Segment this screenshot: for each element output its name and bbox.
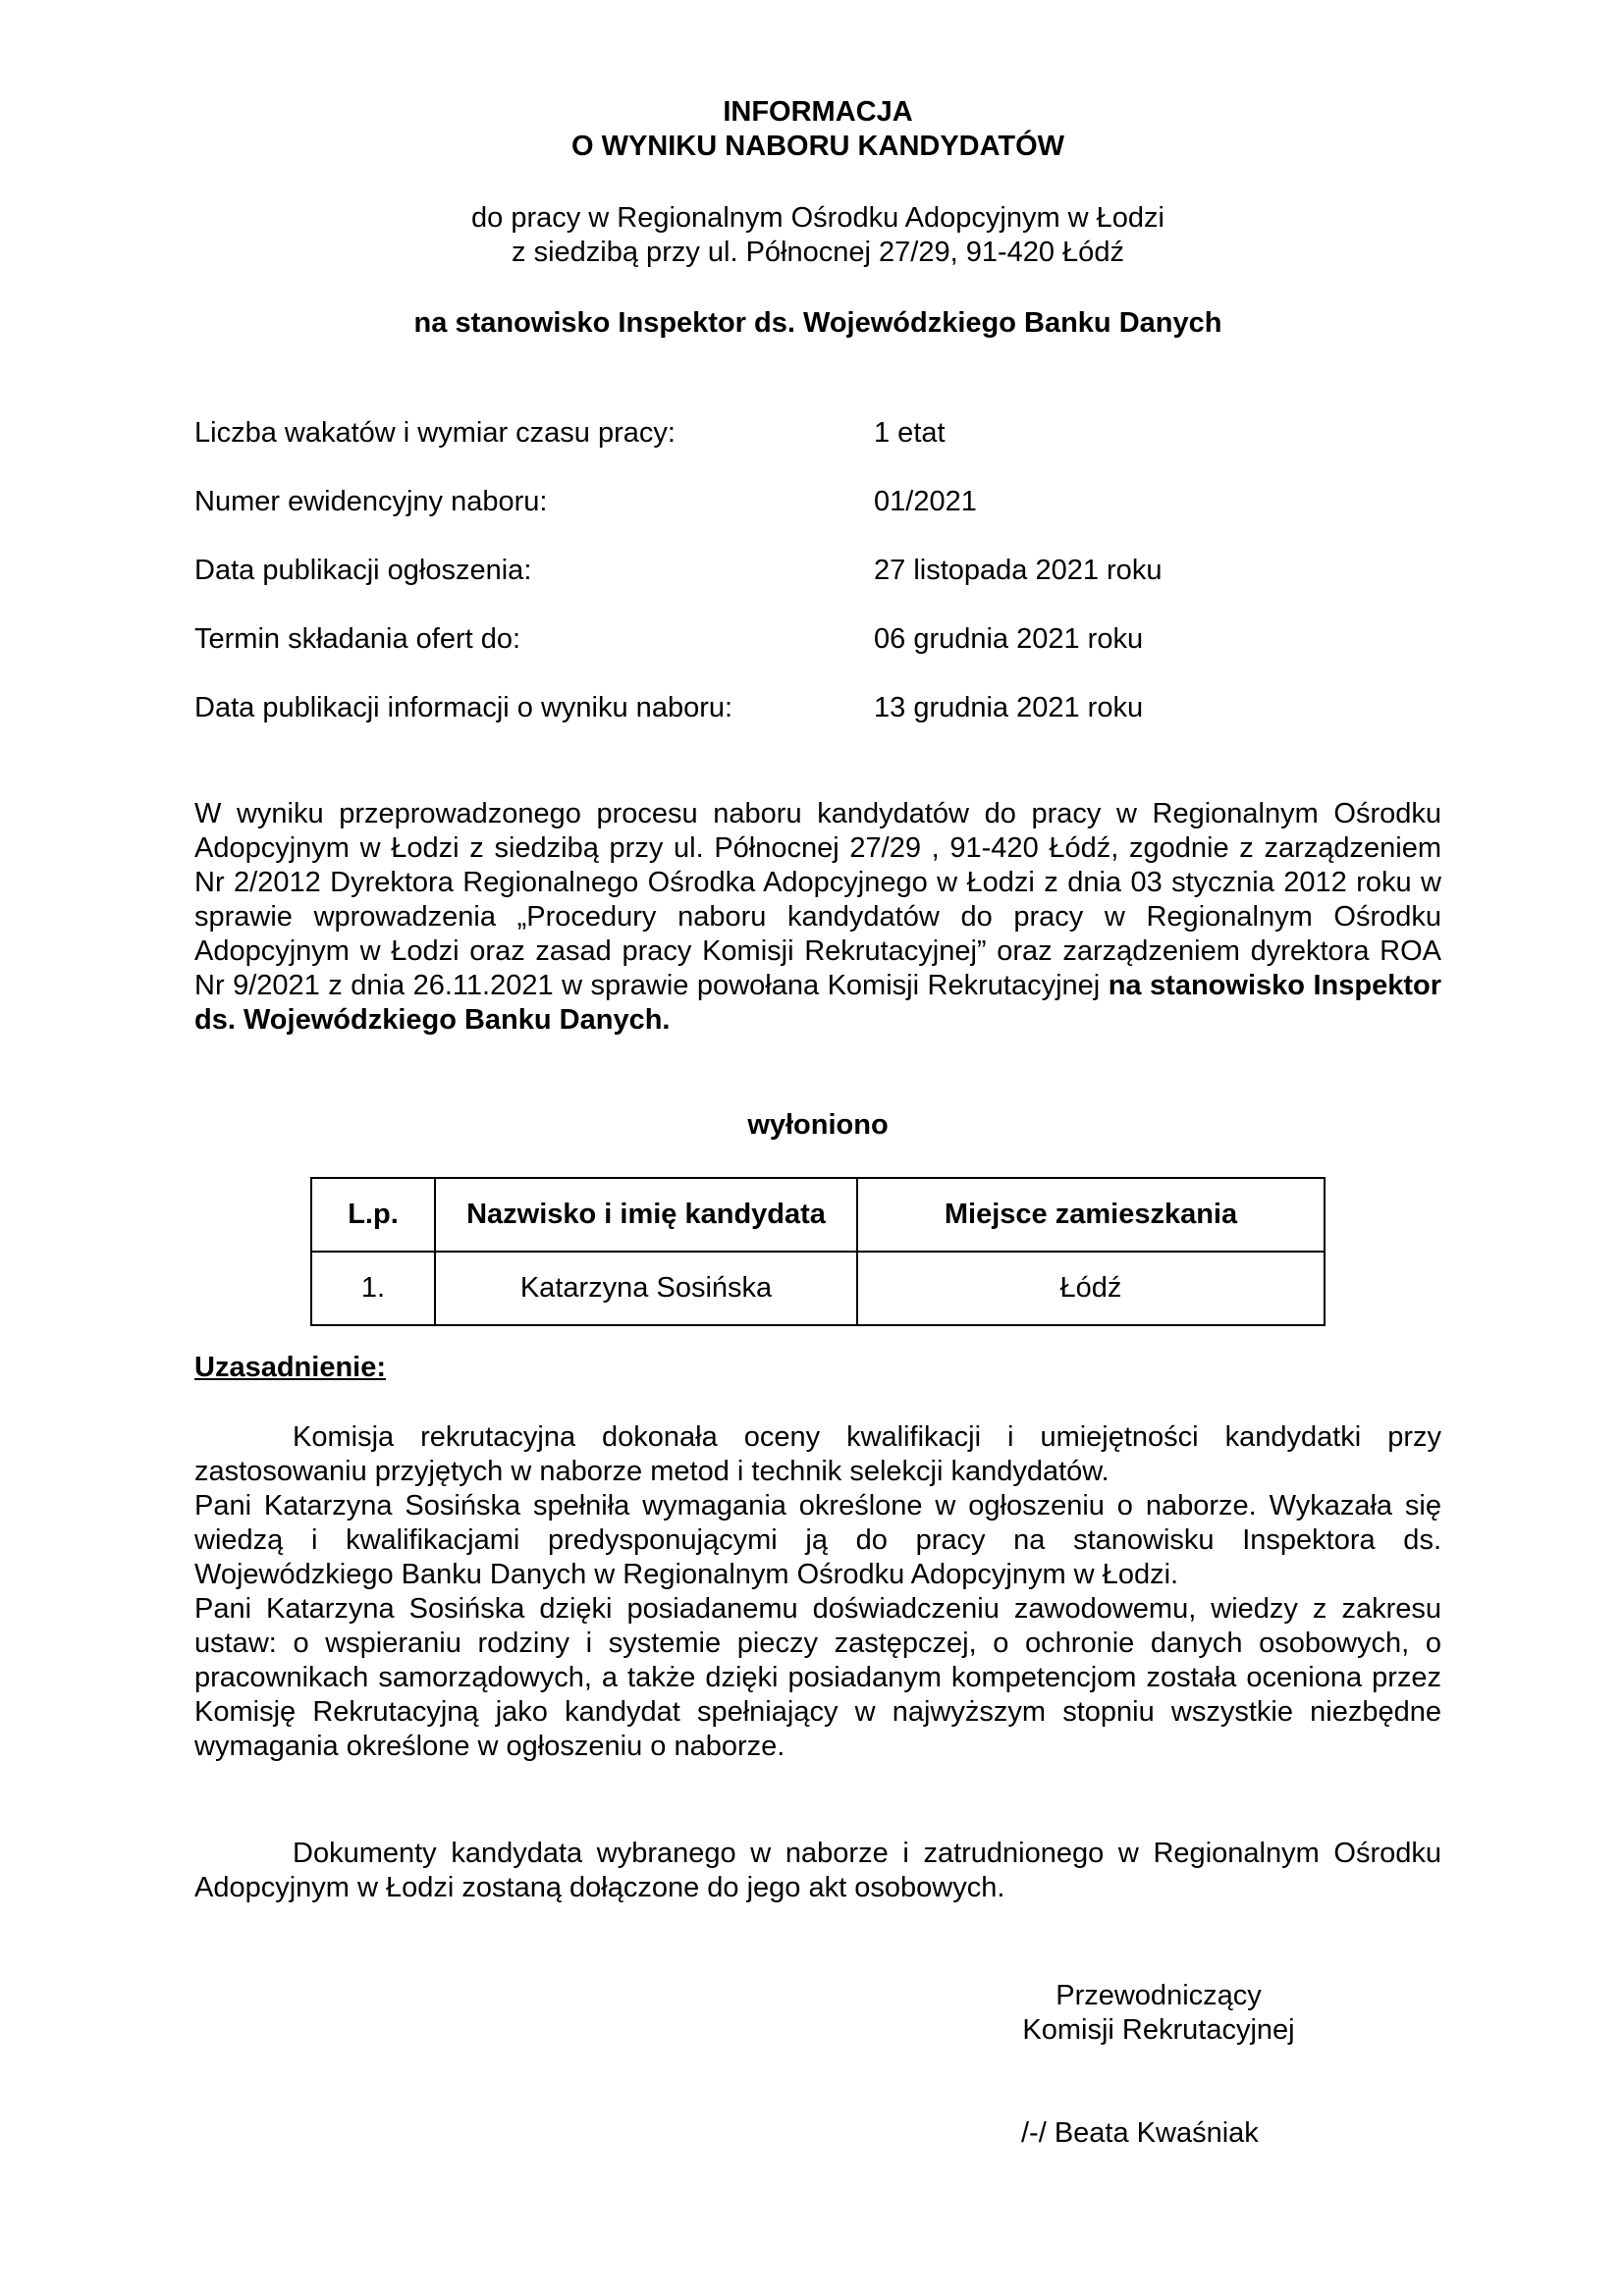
intro-text: W wyniku przeprowadzonego procesu naboru kandydatów do pracy w Regionalnym Ośrodku Adopcyjnym w Łodzi z siedzibą przy ul. Północnej 27/29 , 91-420 Łódź, zgodnie z zarządzeniem Nr 2/2012 Dyrektora Regionalnego Ośrodka Adopcyjnego w Łodzi z dnia 03 stycznia 2012 roku w sprawie wprowadzenia „Procedury naboru kandydatów do pracy w Regionalnym Ośrodku Adopcyjnym w Łodzi oraz zasad pracy Komisji Rekrutacyjnej” oraz zarządzeniem dyrektora ROA Nr 9/2021 z dnia 26.11.2021 w sprawie powołana Komisji Rekrutacyjnej bbox=[194, 798, 1441, 1001]
header-candidate-name: Nazwisko i imię kandydata bbox=[435, 1178, 857, 1252]
justification-paragraph-3: Pani Katarzyna Sosińska dzięki posiadanemu doświadczeniu zawodowemu, wiedzy z zakresu ustaw: o wspieraniu rodziny i systemie pieczy zastępczej, o ochronie danych osobowych, o pracownikach samorządowych, a także dzięki posiadanym kompetencjom została oceniona przez Komisję Rekrutacyjną jako kandydat spełniający w najwyższym stopniu wszystkie niezbędne wymagania określone w ogłoszeniu o naborze. bbox=[194, 1593, 1441, 1762]
info-row-publication-date bbox=[194, 554, 1274, 589]
document-title: INFORMACJA bbox=[723, 96, 913, 128]
candidate-table bbox=[310, 1177, 1326, 1326]
info-value: 27 listopada 2021 roku bbox=[874, 555, 1163, 586]
signature-committee: Komisji Rekrutacyjnej bbox=[1022, 2014, 1295, 2046]
intro-paragraph bbox=[194, 797, 1441, 1038]
justification-heading: Uzasadnienie: bbox=[194, 1352, 386, 1383]
signature-title: Przewodniczący bbox=[1056, 1980, 1262, 2011]
table-row bbox=[311, 1252, 1325, 1325]
table-header-row bbox=[311, 1178, 1325, 1252]
cell-lp: 1. bbox=[311, 1252, 435, 1325]
signer-name: /-/ Beata Kwaśniak bbox=[1021, 2117, 1259, 2149]
info-label: Data publikacji informacji o wyniku naboru: bbox=[194, 692, 733, 723]
documents-note: Dokumenty kandydata wybranego w naborze i zatrudnionego w Regionalnym Ośrodku Adopcyjnym w Łodzi zostaną dołączone do jego akt osobowych. bbox=[194, 1838, 1441, 1903]
info-value: 01/2021 bbox=[874, 486, 977, 517]
info-value: 06 grudnia 2021 roku bbox=[874, 623, 1144, 655]
info-row-record-number bbox=[194, 485, 1274, 520]
cell-residence: Łódź bbox=[857, 1252, 1325, 1325]
info-label: Numer ewidencyjny naboru: bbox=[194, 486, 548, 517]
info-row-vacancies bbox=[194, 416, 1274, 452]
header-residence: Miejsce zamieszkania bbox=[857, 1178, 1325, 1252]
intro-bold-position: na stanowisko Inspektor ds. Wojewódzkiego Banku Danych. bbox=[194, 970, 1442, 1036]
workplace-line: do pracy w Regionalnym Ośrodku Adopcyjnym w Łodzi bbox=[471, 202, 1164, 234]
info-label: Termin składania ofert do: bbox=[194, 623, 521, 655]
info-value: 13 grudnia 2021 roku bbox=[874, 692, 1144, 723]
document-subtitle: O WYNIKU NABORU KANDYDATÓW bbox=[570, 131, 1065, 162]
info-value: 1 etat bbox=[874, 417, 946, 449]
info-row-deadline bbox=[194, 622, 1274, 658]
justification-paragraph-2: Pani Katarzyna Sosińska spełniła wymagania określone w ogłoszeniu o naborze. Wykazała się wiedzą i kwalifikacjami predysponującymi ją do pracy na stanowisku Inspektora ds. Wojewódzkiego Banku Danych w Regionalnym Ośrodku Adopcyjnym w Łodzi. bbox=[194, 1490, 1441, 1590]
position-heading: na stanowisko Inspektor ds. Wojewódzkiego Banku Danych bbox=[413, 307, 1222, 339]
info-label: Data publikacji ogłoszenia: bbox=[194, 555, 532, 586]
selected-label: wyłoniono bbox=[747, 1109, 889, 1141]
justification-body bbox=[194, 1420, 1441, 1764]
cell-candidate-name: Katarzyna Sosińska bbox=[435, 1252, 857, 1325]
address-line: z siedzibą przy ul. Północnej 27/29, 91-420 Łódź bbox=[512, 237, 1124, 268]
info-label: Liczba wakatów i wymiar czasu pracy: bbox=[194, 417, 676, 449]
justification-paragraph-1: Komisja rekrutacyjna dokonała oceny kwalifikacji i umiejętności kandydatki przy zastosowaniu przyjętych w naborze metod i technik selekcji kandydatów. bbox=[194, 1421, 1441, 1487]
info-row-result-date bbox=[194, 691, 1274, 726]
header-lp: L.p. bbox=[311, 1178, 435, 1252]
